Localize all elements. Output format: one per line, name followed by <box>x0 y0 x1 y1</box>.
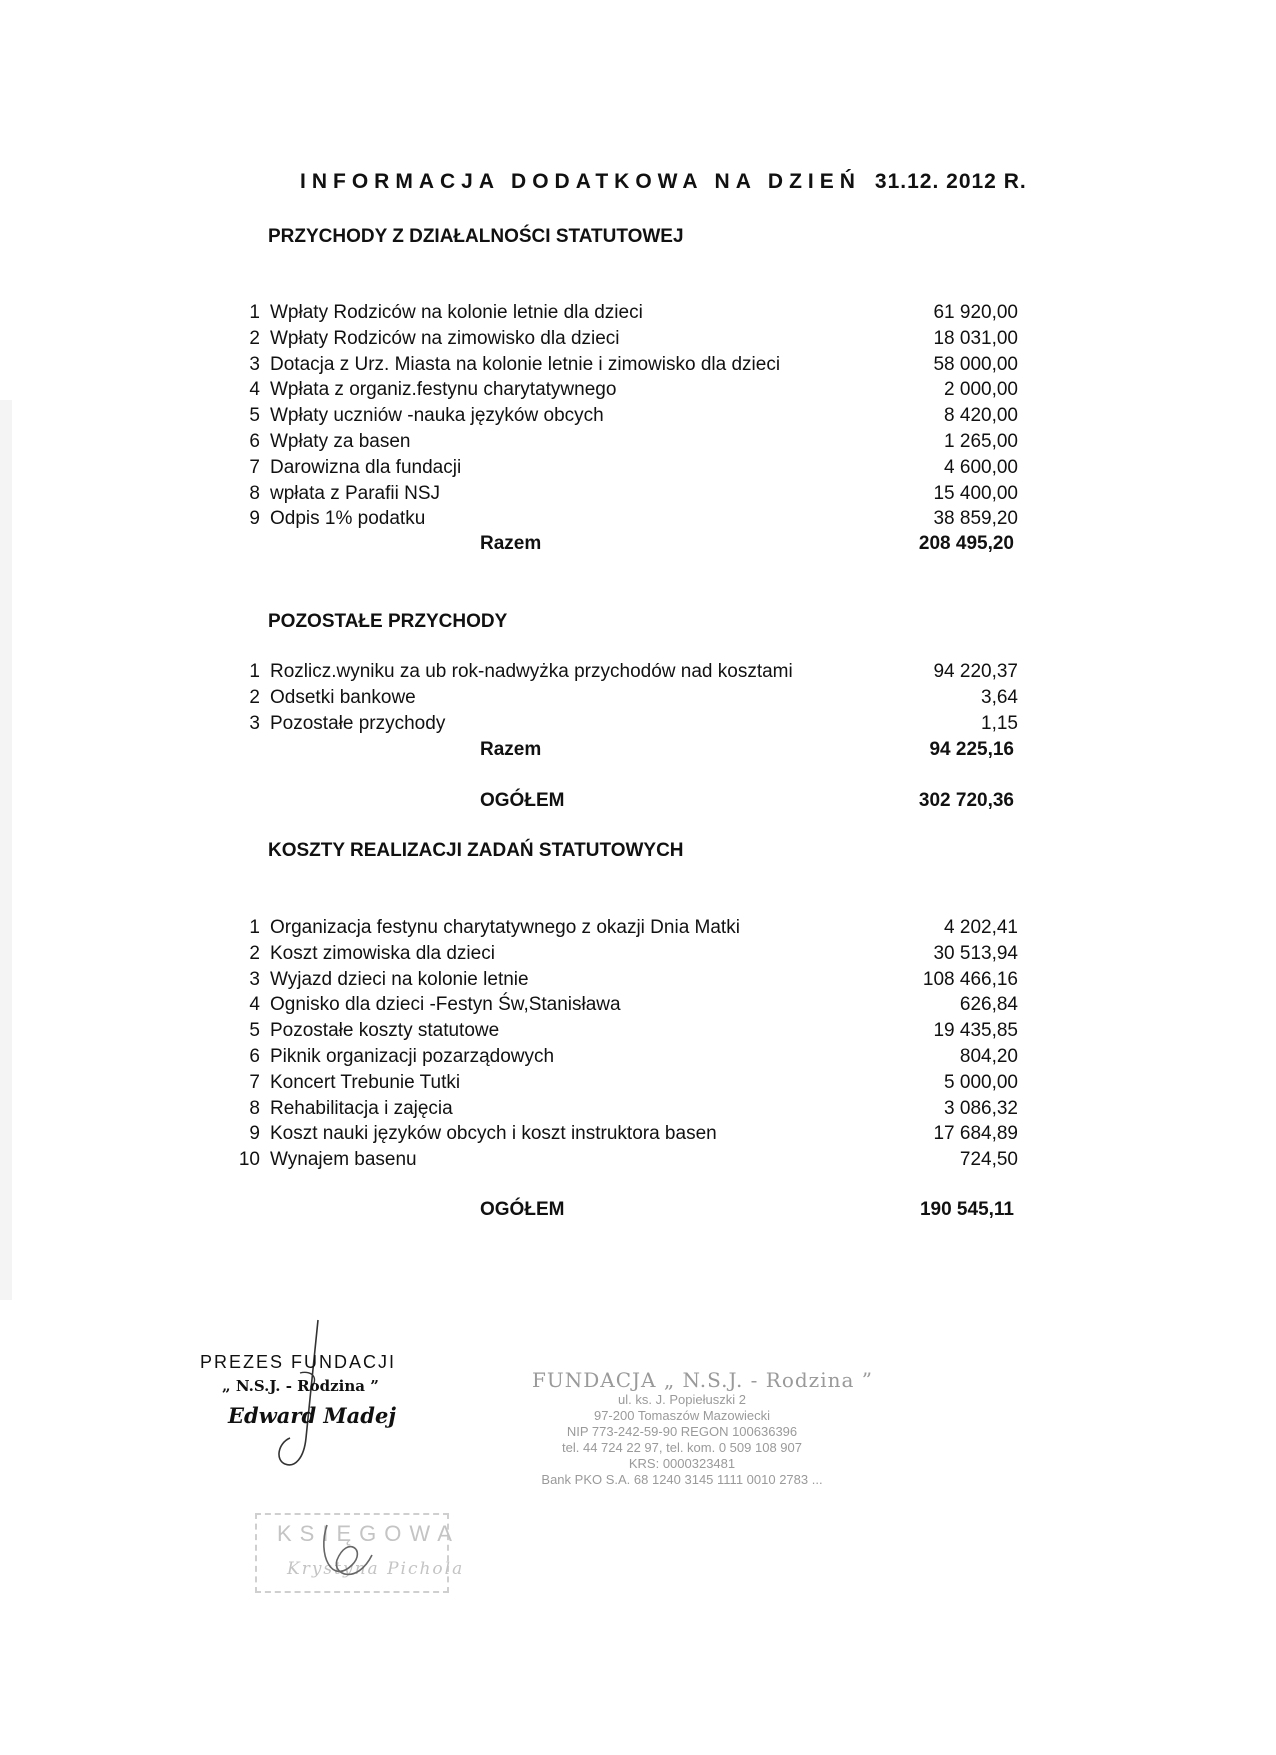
row-amount: 15 400,00 <box>933 482 1018 504</box>
costs-grand-total-label: OGÓŁEM <box>480 1199 565 1220</box>
stamp-title: FUNDACJA „ N.S.J. - Rodzina ” <box>532 1368 873 1392</box>
row-label: Darowizna dla fundacji <box>270 456 462 478</box>
signature-block <box>200 1352 396 1428</box>
row-label: Rozlicz.wyniku za ub rok-nadwyżka przychodów nad kosztami <box>270 661 793 682</box>
row-label: Piknik organizacji pozarządowych <box>270 1045 555 1067</box>
statutory-income-row <box>228 403 1018 429</box>
other-income-total-value: 94 225,16 <box>929 739 1014 760</box>
row-amount: 5 000,00 <box>944 1071 1018 1093</box>
row-number: 7 <box>249 1071 260 1093</box>
title-main: INFORMACJA DODATKOWA NA DZIEŃ <box>300 170 861 193</box>
row-amount: 626,84 <box>959 994 1018 1016</box>
statutory-income-row <box>228 455 1018 481</box>
income-grand-total-value: 302 720,36 <box>918 790 1014 811</box>
row-number: 4 <box>249 994 260 1016</box>
statutory-income-row <box>228 352 1018 378</box>
row-label: Dotacja z Urz. Miasta na kolonie letnie i zimowisko dla dzieci <box>270 353 781 375</box>
row-label: Wpłaty Rodziców na kolonie letnie dla dzieci <box>270 302 643 323</box>
row-number: 3 <box>249 968 260 990</box>
accountant-stamp <box>255 1513 465 1593</box>
row-number: 7 <box>249 456 260 478</box>
statutory-cost-row <box>228 1121 1018 1147</box>
row-label: Pozostałe koszty statutowe <box>270 1020 500 1042</box>
row-amount: 61 920,00 <box>933 302 1018 323</box>
accountant-stamp-title: KSIĘGOWA <box>277 1521 460 1546</box>
statutory-income-row <box>228 429 1018 455</box>
row-number: 6 <box>249 430 260 452</box>
section-heading-statutory-costs: KOSZTY REALIZACJI ZADAŃ STATUTOWYCH <box>268 840 684 861</box>
row-number: 8 <box>249 482 260 504</box>
row-amount: 3,64 <box>981 686 1018 708</box>
row-amount: 30 513,94 <box>933 942 1018 964</box>
row-number: 6 <box>249 1045 260 1067</box>
row-label: Wpłata z organiz.festynu charytatywnego <box>270 379 617 401</box>
row-number: 8 <box>249 1097 260 1119</box>
row-number: 1 <box>249 302 260 323</box>
row-amount: 19 435,85 <box>933 1020 1018 1042</box>
row-label: Wpłaty Rodziców na zimowisko dla dzieci <box>270 327 620 349</box>
stamp-line: ul. ks. J. Popiełuszki 2 <box>618 1392 746 1407</box>
statutory-cost-row <box>228 1018 1018 1044</box>
row-amount: 108 466,16 <box>922 968 1018 990</box>
row-amount: 4 600,00 <box>944 456 1018 478</box>
document-title <box>300 170 1060 194</box>
statutory-cost-row <box>228 1147 1018 1173</box>
row-number: 3 <box>249 712 260 734</box>
row-number: 9 <box>249 508 260 530</box>
row-number: 5 <box>249 1020 260 1042</box>
row-number: 2 <box>249 686 260 708</box>
accountant-stamp-name: Krystyna Pichola <box>287 1559 465 1579</box>
signatory-role: PREZES FUNDACJI <box>200 1352 397 1372</box>
row-amount: 58 000,00 <box>933 353 1018 375</box>
stamp-line: tel. 44 724 22 97, tel. kom. 0 509 108 907 <box>562 1440 802 1455</box>
signatory-org: „ N.S.J. - Rodzina ” <box>222 1377 379 1395</box>
statutory-income-row <box>228 300 1018 326</box>
row-amount: 4 202,41 <box>944 917 1018 938</box>
statutory-cost-row <box>228 1096 1018 1122</box>
row-number: 1 <box>249 917 260 938</box>
statutory-income-total-label: Razem <box>480 533 542 554</box>
statutory-income-row <box>228 377 1018 403</box>
row-label: Odpis 1% podatku <box>270 508 426 530</box>
other-income-list <box>228 659 1018 736</box>
row-amount: 804,20 <box>959 1045 1018 1067</box>
other-income-row <box>228 685 1018 711</box>
statutory-income-row <box>228 326 1018 352</box>
row-amount: 724,50 <box>959 1149 1018 1171</box>
section-heading-other-income: POZOSTAŁE PRZYCHODY <box>268 611 508 632</box>
statutory-cost-row <box>228 992 1018 1018</box>
row-amount: 18 031,00 <box>933 327 1018 349</box>
stamp-line: 97-200 Tomaszów Mazowiecki <box>593 1408 771 1423</box>
row-number: 2 <box>249 942 260 964</box>
row-amount: 38 859,20 <box>933 508 1018 530</box>
statutory-costs-list <box>228 915 1018 1173</box>
statutory-cost-row <box>228 1070 1018 1096</box>
row-number: 2 <box>249 327 260 349</box>
row-label: Koncert Trebunie Tutki <box>270 1071 461 1093</box>
row-label: Wyjazd dzieci na kolonie letnie <box>270 968 529 990</box>
signatory-name: Edward Madej <box>228 1403 396 1428</box>
costs-grand-total-value: 190 545,11 <box>919 1199 1014 1220</box>
row-label: Ognisko dla dzieci -Festyn Św,Stanisława <box>270 994 621 1016</box>
other-income-row <box>228 659 1018 685</box>
row-amount: 2 000,00 <box>944 379 1018 401</box>
foundation-stamp <box>532 1368 873 1488</box>
stamp-line: NIP 773-242-59-90 REGON 100636396 <box>566 1424 798 1439</box>
row-label: Koszt zimowiska dla dzieci <box>270 942 495 964</box>
income-grand-total-label: OGÓŁEM <box>480 790 565 811</box>
row-label: wpłata z Parafii NSJ <box>270 482 441 504</box>
scan-edge <box>0 400 12 1300</box>
statutory-cost-row <box>228 915 1018 941</box>
other-income-row <box>228 711 1018 737</box>
statutory-income-list <box>228 300 1018 532</box>
row-amount: 17 684,89 <box>933 1123 1018 1145</box>
row-amount: 1,15 <box>981 712 1018 734</box>
row-label: Wpłaty uczniów -nauka języków obcych <box>270 405 604 427</box>
row-amount: 94 220,37 <box>933 661 1018 682</box>
statutory-cost-row <box>228 967 1018 993</box>
row-amount: 8 420,00 <box>944 405 1018 427</box>
row-amount: 3 086,32 <box>944 1097 1018 1119</box>
row-label: Rehabilitacja i zajęcia <box>270 1097 453 1119</box>
row-number: 10 <box>238 1149 260 1171</box>
row-number: 3 <box>249 353 260 375</box>
row-label: Organizacja festynu charytatywnego z okazji Dnia Matki <box>270 917 740 938</box>
row-label: Odsetki bankowe <box>270 686 416 708</box>
title-date: 31.12. 2012 R. <box>874 170 1027 193</box>
row-label: Pozostałe przychody <box>270 712 446 734</box>
row-number: 1 <box>249 661 260 682</box>
statutory-income-row <box>228 481 1018 507</box>
section-heading-statutory-income: PRZYCHODY Z DZIAŁALNOŚCI STATUTOWEJ <box>268 226 684 247</box>
statutory-income-total-value: 208 495,20 <box>918 533 1014 554</box>
row-number: 9 <box>249 1123 260 1145</box>
statutory-cost-row <box>228 941 1018 967</box>
row-label: Wynajem basenu <box>270 1149 417 1171</box>
statutory-income-row <box>228 506 1018 532</box>
row-amount: 1 265,00 <box>944 430 1018 452</box>
statutory-cost-row <box>228 1044 1018 1070</box>
row-number: 4 <box>249 379 260 401</box>
row-number: 5 <box>249 405 260 427</box>
row-label: Koszt nauki języków obcych i koszt instruktora basen <box>270 1123 717 1145</box>
row-label: Wpłaty za basen <box>270 430 411 452</box>
stamp-line: KRS: 0000323481 <box>628 1456 736 1471</box>
accountant-signature-image <box>257 1515 447 1591</box>
stamp-line: Bank PKO S.A. 68 1240 3145 1111 0010 2783 ... <box>541 1472 823 1487</box>
other-income-total-label: Razem <box>480 739 542 760</box>
